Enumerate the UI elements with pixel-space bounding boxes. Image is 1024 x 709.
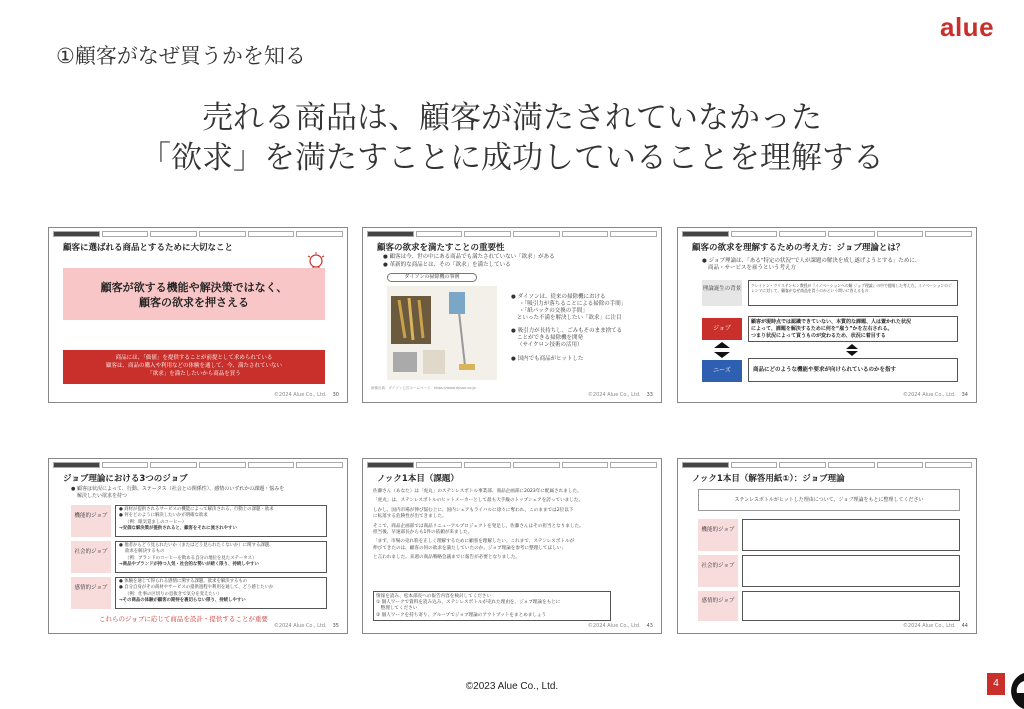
point-3: ● 国内でも商品がヒットした	[511, 356, 584, 362]
background-label: 理論誕生の背景	[702, 280, 742, 306]
slide-thumbnail-34	[677, 227, 977, 403]
case-description: 佐藤さん（あなた）は「虎丸」のステンレスボトル事業部、商品企画部に2023年に配属されました。 「虎丸」は、ステンレスボトルのヒットメーカーとして最も大手級のトップシェアを誇っていました。 しかし、国内市場が伸び悩む上に、国内シェアもライバルに徐々に奪われ、このままでは2位以下 に転落する危険性が出てきました。 そこで、商品企画部では商品リニューアルプロジェクトを発足し、佐藤さんはその担当となりました。 担当後、早速部長からも1件の依頼が来ました。 「まず、市場の売れ筋を正しく理解するために顧客を理解したい。これまで、ステンレスボトルが 伸びてきたのは、顧客の何の欲求を満たしていたのか。ジョブ理論を参考に整理してほしい」 と言われました。来週の商品戦略会議までに報告が必要となりました。	[373, 489, 584, 561]
bullet-1: ● ジョブ理論は、「ある“特定の状況”で人が課題の解決を成し遂げようとする」ために、 商品・サービスを雇うという考え方	[702, 258, 921, 271]
corner-decoration-icon	[1005, 673, 1024, 709]
slide-title: ノック1本目（解答用紙①）：ジョブ理論	[692, 474, 845, 484]
slide-footer: ©2024 Alue Co., Ltd. 30	[273, 392, 339, 398]
bullet-2: ● 革新的な商品とは、その「欲求」を満たしている	[383, 262, 511, 268]
copyright: ©2023 Alue Co., Ltd.	[465, 681, 559, 692]
slide-thumbnail-35	[48, 458, 348, 634]
slide-tabs	[367, 231, 657, 237]
job-definition: 顧客が現時点では認識できていない、本質的な課題、人は置かれた状況 によって、課題を解決するために何を“雇う”かを左右される。 つまり状況によって買うものが変わるため、状況に着目する	[748, 316, 958, 342]
point-1: ● ダイソンは、従来の掃除機における ・「吸引力が落ちることによる掃除の手間」 ・「紙パックの交換の手間」 といった不満を解決したい「欲求」に注目	[511, 294, 627, 321]
summary-line-1: 商品には、「価値」を提供することが前提として求められている	[115, 355, 273, 361]
slide-footer: ©2024 Alue Co., Ltd. 43	[587, 623, 653, 629]
functional-job-detail: ● 商材が提供されるサービスの機能によって解決される、行動上の課題・欲求 ● 何をどのように解決したいかが明確な欲求 （例：眠気覚ましのコーヒー） →安価な解決策が提供されると、顧客をそれに流されやすい	[115, 505, 327, 537]
summary-line-2: 顧客は、商品の購入や利用などの体験を通して、今、満たされていない	[106, 363, 282, 369]
headline-line-2: 「欲求」を満たすことに成功していることを理解する	[140, 140, 884, 176]
slide-title: ノック1本目（課題）	[377, 474, 459, 484]
key-message-line-1: 顧客が欲する機能や解決策ではなく、	[100, 281, 288, 294]
slide-thumbnail-33	[362, 227, 662, 403]
slide-tabs	[682, 462, 972, 468]
key-message-line-2: 顧客の欲求を押さえる	[139, 296, 249, 309]
bottom-message: これらのジョブに応じて商品を設計・提供することが重要	[99, 615, 268, 623]
dyson-product-image	[387, 286, 497, 380]
slide-tabs	[682, 231, 972, 237]
emotional-job-label: 感情的ジョブ	[71, 577, 111, 609]
worksheet-prompt: ステンレスボトルがヒットした理由について、ジョブ理論をもとに整理してください	[698, 489, 960, 511]
slide-title: 顧客の欲求を満たすことの重要性	[377, 243, 505, 253]
slide-footer: ©2024 Alue Co., Ltd. 44	[902, 623, 968, 629]
headline-line-1: 売れる商品は、顧客が満たされていなかった	[202, 100, 822, 136]
point-2: ● 吸引力が長持ちし、ごみもそのまま捨てる ことができる掃除機を開発 （サイクロン技術の活用）	[511, 328, 623, 348]
bidirectional-arrow-icon	[712, 342, 732, 358]
slide-title: ジョブ理論における3つのジョブ	[63, 474, 188, 484]
functional-job-label: 機能的ジョブ	[71, 505, 111, 537]
slide-title: 顧客の欲求を理解するための考え方：ジョブ理論とは？	[692, 243, 905, 253]
task-box: 情報を読み、松本部長への報告内容を検討してください ① 個人ワークで資料を読み込み、ステンレスボトルが売れた理由を、ジョブ理論をもとに 整理してください ② 個人ワークを持ち寄り、グループでジョブ理論のアウトプットをまとめましょう	[373, 591, 611, 621]
slide-tabs	[53, 231, 343, 237]
social-job-answer-box[interactable]	[742, 555, 960, 587]
social-job-label: 社会的ジョブ	[698, 555, 738, 587]
slide-number: 30	[332, 392, 339, 398]
slide-footer: ©2024 Alue Co., Ltd. 33	[587, 392, 653, 398]
slide-footer: ©2024 Alue Co., Ltd. 35	[273, 623, 339, 629]
page-title: ①顧客がなぜ買うかを知る	[56, 44, 306, 68]
bidirectional-arrow-icon	[844, 344, 860, 356]
bullet-1: ● 顧客は今、世の中にある商品でも満たされていない「欲求」がある	[383, 254, 555, 260]
headline	[0, 98, 1024, 178]
emotional-job-detail: ● 体験を通じて得られる感情に関する課題、欲求を解決するもの ● 自分自身がその商材やサービスの提供過程や利用を通して、どう感じたいか （例：仕事の区切りの息抜きで気分を変えたい） →その商品の体験が顧客の期待を裏切らない限り、持続しやすい	[115, 577, 327, 609]
functional-job-answer-box[interactable]	[742, 519, 960, 551]
slide-tabs	[367, 462, 657, 468]
summary-box	[63, 350, 325, 384]
emotional-job-label: 感情的ジョブ	[698, 591, 738, 621]
slide-thumbnail-30	[48, 227, 348, 403]
alue-logo: alue	[940, 12, 995, 42]
slide-number: 43	[646, 623, 653, 629]
vacuum-image	[387, 286, 497, 380]
needs-label: ニーズ	[702, 360, 742, 382]
slide-footer: ©2024 Alue Co., Ltd. 34	[902, 392, 968, 398]
intro: ● 顧客は状況によって、行動、ステータス（社会との関係性）、感情のいずれかの課題・悩みを 解決したい欲求を持つ	[71, 486, 285, 499]
emotional-job-answer-box[interactable]	[742, 591, 960, 621]
slide-thumbnail-43	[362, 458, 662, 634]
social-job-label: 社会的ジョブ	[71, 541, 111, 573]
slide-thumbnail-44	[677, 458, 977, 634]
slide-number: 33	[646, 392, 653, 398]
background-text: クレイトン・クリステンセン教授が『イノベーションへの解 ジョブ理論』の中で提唱した考え方。イノベーションのジレンマに対して、顧客がなぜ商品を買うのかという問いに答えるもの	[748, 280, 958, 306]
slide-title: 顧客に選ばれる商品とするために大切なこと	[63, 243, 234, 253]
job-label: ジョブ	[702, 318, 742, 340]
slide-number: 44	[961, 623, 968, 629]
needs-definition: 商品にどのような機能や要求が向けられているのかを指す	[748, 358, 958, 382]
key-message-box	[63, 268, 325, 320]
slide-number: 35	[332, 623, 339, 629]
slide-tabs	[53, 462, 343, 468]
summary-line-3: 「欲求」を満たしたいから商品を買う	[147, 371, 241, 377]
image-source: 画像出典：ダイソン公式ホームページ https://www.dyson.co.jp	[371, 386, 476, 390]
social-job-detail: ● 他者からどう見られたいか（またはどう見られたくないか）に関する課題、 欲求を解決するもの （例：ブランドのコーヒーを飲める自分の地位を見たステータス） →商品やブランドが持つ人気・社会的な勢いが続く限り、持続しやすい	[115, 541, 327, 573]
slide-number: 34	[961, 392, 968, 398]
functional-job-label: 機能的ジョブ	[698, 519, 738, 551]
page-number: 4	[987, 673, 1005, 695]
example-label: ダイソンの掃除機の事例	[387, 273, 477, 282]
